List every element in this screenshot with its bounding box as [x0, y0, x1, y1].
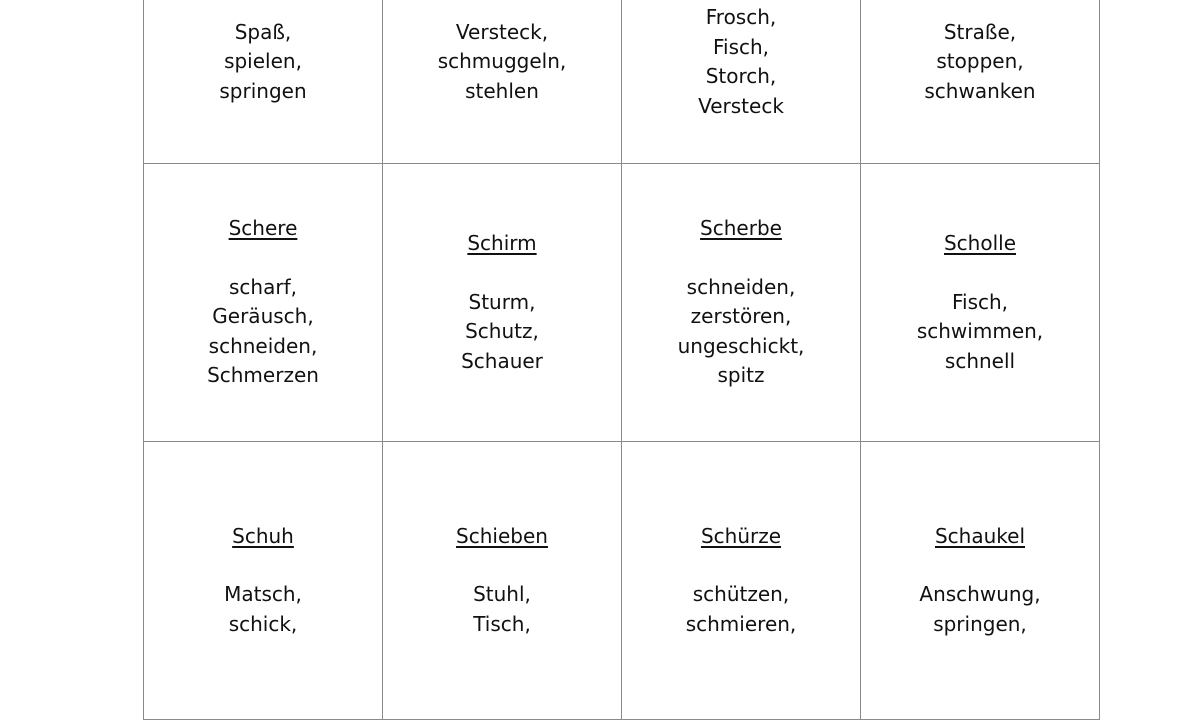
word-card [861, 442, 1100, 720]
word-list [438, 18, 567, 107]
word: Schmerzen [207, 363, 319, 388]
word: schmieren, [685, 611, 797, 636]
card-title: Schürze [700, 523, 782, 548]
word-card [622, 0, 861, 164]
card-title: Schuh [232, 523, 294, 548]
word-list [224, 580, 302, 639]
card-title: Scherbe [700, 216, 782, 241]
word: spielen, [224, 49, 302, 74]
word: springen, [933, 611, 1027, 636]
word-list [924, 18, 1035, 107]
word: Storch, [705, 64, 777, 88]
card-title: Schere [228, 216, 298, 241]
word: ungeschickt, [677, 333, 805, 358]
word: Fisch, [951, 289, 1009, 314]
word-list [473, 580, 531, 639]
word-list [919, 580, 1040, 639]
word-list [678, 273, 805, 391]
word: Stuhl, [473, 582, 531, 607]
word: Spaß, [234, 19, 292, 44]
word: spitz [717, 363, 765, 388]
word-card [144, 164, 383, 442]
word: schwimmen, [916, 319, 1044, 343]
word-card [144, 442, 383, 720]
word-card [144, 0, 383, 164]
word-list [207, 273, 319, 391]
word: schick, [228, 611, 298, 636]
word: Matsch, [224, 582, 302, 607]
word: stoppen, [936, 49, 1024, 74]
word-card-grid [143, 0, 1101, 720]
word: Schutz, [465, 319, 539, 343]
word-card [861, 0, 1100, 164]
word-card [622, 164, 861, 442]
word: scharf, [229, 274, 297, 299]
word: Tisch, [473, 611, 531, 636]
card-title: Schaukel [934, 523, 1026, 548]
word-card [383, 442, 622, 720]
word: Frosch, [705, 5, 777, 29]
word-card [383, 164, 622, 442]
word: Schauer [461, 348, 543, 373]
word: schützen, [692, 582, 790, 607]
word-list [461, 288, 543, 377]
word: Anschwung, [919, 582, 1041, 607]
card-title: Scholle [943, 231, 1017, 255]
word: schwanken [924, 78, 1036, 103]
word-list [686, 580, 797, 639]
word: springen [219, 78, 307, 103]
word: zerstören, [690, 304, 792, 329]
card-title: Schirm [467, 231, 537, 255]
word: stehlen [465, 78, 539, 103]
word: schmuggeln, [437, 49, 567, 74]
word: schnell [944, 348, 1016, 373]
word: Fisch, [712, 34, 770, 59]
word-list [219, 18, 306, 107]
word: Geräusch, [212, 304, 314, 329]
card-title: Schieben [456, 523, 548, 548]
word-list [698, 3, 784, 121]
word: schneiden, [208, 333, 318, 358]
word: Versteck, [455, 19, 549, 44]
word-card [861, 164, 1100, 442]
word-card [383, 0, 622, 164]
word-list [917, 288, 1043, 377]
word: Straße, [943, 19, 1017, 44]
word: Versteck [698, 93, 784, 118]
word: Sturm, [468, 289, 536, 314]
word-card [622, 442, 861, 720]
word: schneiden, [686, 274, 796, 299]
